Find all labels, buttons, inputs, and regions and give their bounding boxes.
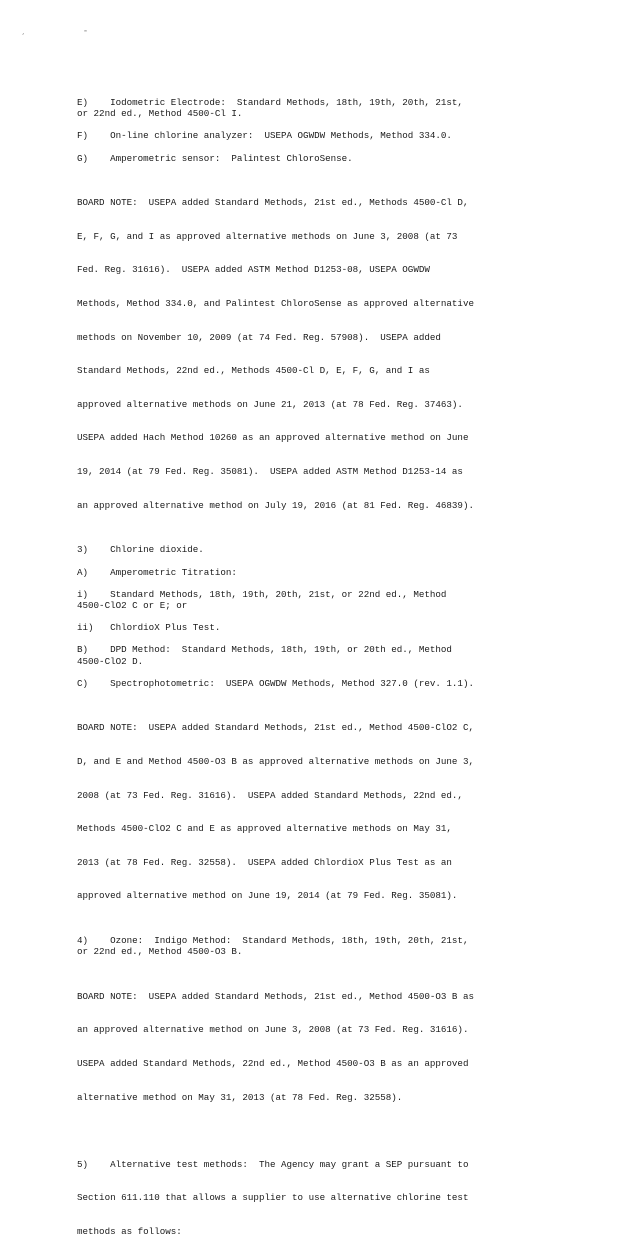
- board-note-chlorine: BOARD NOTE: USEPA added Standard Methods, 21st ed., Methods 4500-Cl D, E, F, G, and I as approved alternative methods on June 3, 2008 (at 73 Fed. Reg. 31616). USEPA added ASTM Method D1253-08, USEPA OGWDW Methods, Method 334.0, and Palintest ChloroSense as approved alternative methods on November 10, 2009 (at 74 Fed. Reg. 57908). USEPA added Standard Methods, 22nd ed., Methods 4500-Cl D, E, F, G, and I as approved alternative methods on June 21, 2013 (at 78 Fed. Reg. 37463). USEPA added Hach Method 10260 as an approved alternative method on June 19, 2014 (at 79 Fed. Reg. 35081). USEPA added ASTM Method D1253-14 as an approved alternative method on July 19, 2016 (at 81 Fed. Reg. 46839).: [77, 197, 474, 511]
- paragraph-item-i: i) Standard Methods, 18th, 19th, 20th, 21st, or 22nd ed., Method 4500-ClO2 C or E; or: [77, 588, 447, 611]
- board-note-chlorine-dioxide: BOARD NOTE: USEPA added Standard Methods, 21st ed., Method 4500-ClO2 C, D, and E and Method 4500-O3 B as approved alternative methods on June 3, 2008 (at 73 Fed. Reg. 31616). USEPA added Standard Methods, 22nd ed., Methods 4500-ClO2 C and E as approved alternative methods on May 31, 2013 (at 78 Fed. Reg. 32558). USEPA added ChlordioX Plus Test as an approved alternative method on June 19, 2014 (at 79 Fed. Reg. 35081).: [77, 722, 474, 902]
- paragraph-amperometric-sensor: G) Amperometric sensor: Palintest ChloroSense.: [77, 152, 353, 164]
- paragraph-online-chlorine-analyzer: F) On-line chlorine analyzer: USEPA OGWDW Methods, Method 334.0.: [77, 130, 452, 142]
- document-body: [77, 97, 547, 1259]
- paragraph-spectrophotometric: C) Spectrophotometric: USEPA OGWDW Methods, Method 327.0 (rev. 1.1).: [77, 677, 474, 689]
- heading-chlorine-dioxide: 3) Chlorine dioxide.: [77, 544, 204, 556]
- paragraph-ozone: 4) Ozone: Indigo Method: Standard Methods, 18th, 19th, 20th, 21st, or 22nd ed., Method 4500-O3 B.: [77, 935, 469, 958]
- paragraph-item-ii: ii) ChlordioX Plus Test.: [77, 622, 221, 634]
- board-note-ozone: BOARD NOTE: USEPA added Standard Methods, 21st ed., Method 4500-O3 B as an approved alternative method on June 3, 2008 (at 73 Fed. Reg. 31616). USEPA added Standard Methods, 22nd ed., Method 4500-O3 B as an approved alternative method on May 31, 2013 (at 78 Fed. Reg. 32558).: [77, 990, 474, 1103]
- paragraph-amperometric-titration: A) Amperometric Titration:: [77, 566, 237, 578]
- paragraph-dpd-method: B) DPD Method: Standard Methods, 18th, 19th, or 20th ed., Method 4500-ClO2 D.: [77, 644, 452, 667]
- page-corner-marks: , ": [22, 30, 116, 36]
- paragraph-alternative-test-methods: 5) Alternative test methods: The Agency may grant a SEP pursuant to Section 611.110 that allows a supplier to use alternative chlorine test methods as follows:: [77, 1158, 469, 1237]
- paragraph-iodometric-electrode: E) Iodometric Electrode: Standard Methods, 18th, 19th, 20th, 21st, or 22nd ed., Method 4500-Cl I.: [77, 97, 463, 120]
